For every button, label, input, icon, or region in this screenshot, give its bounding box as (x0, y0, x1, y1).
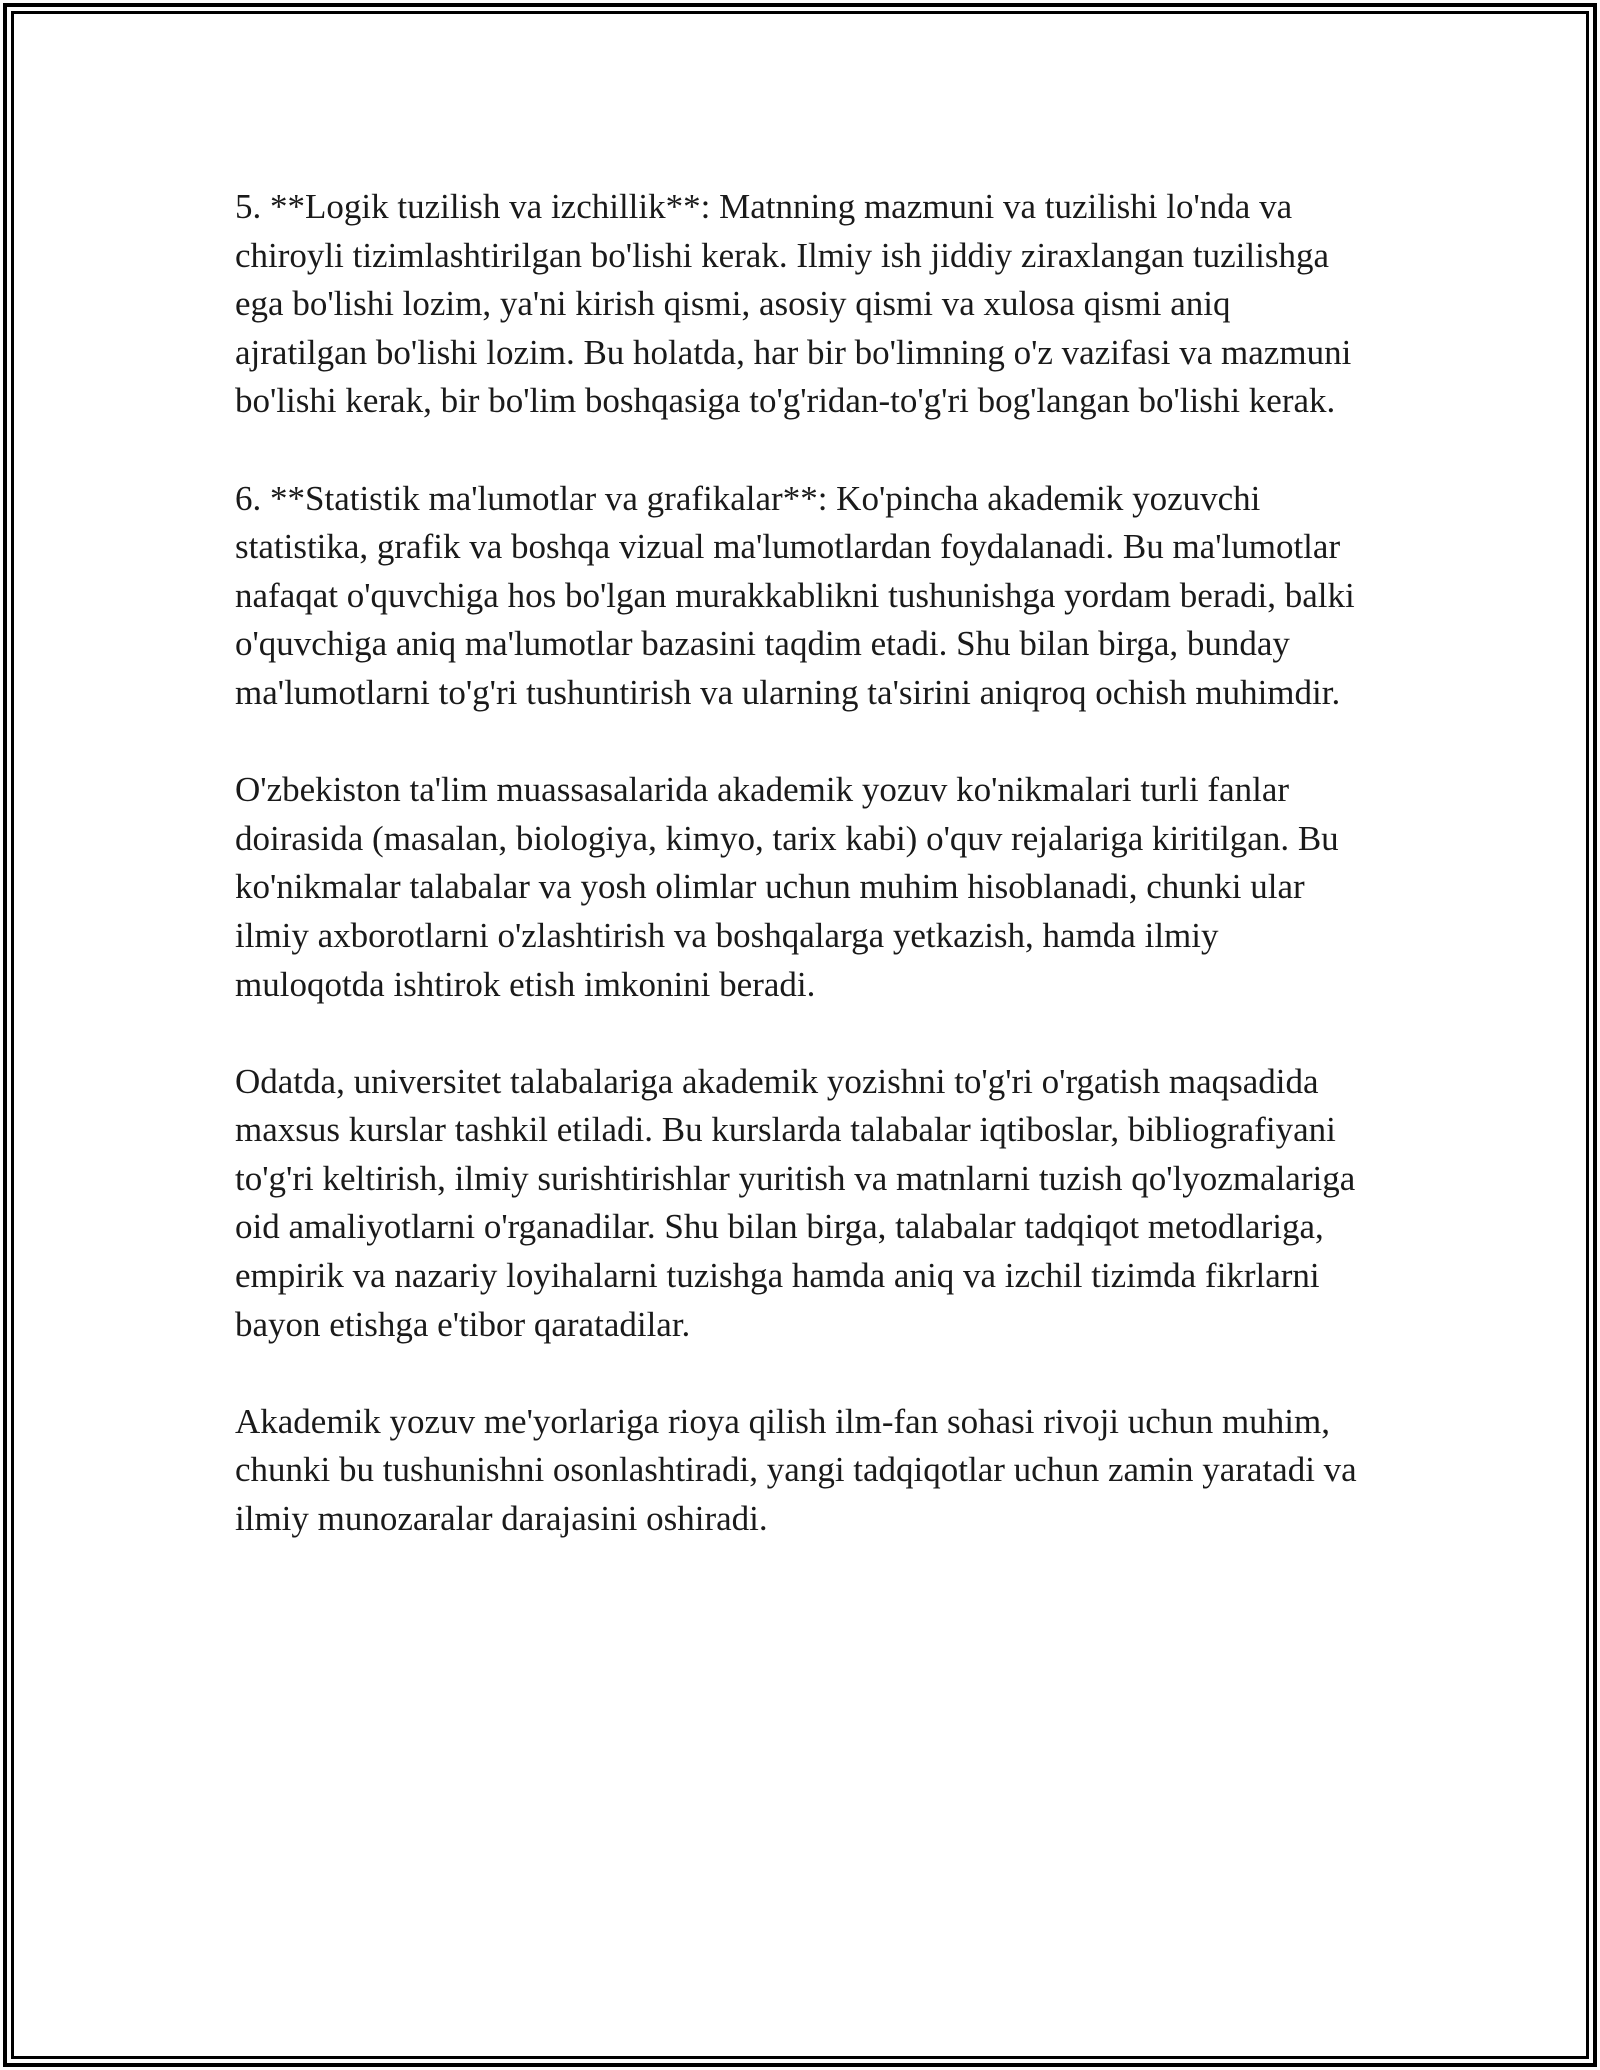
paragraph-statistics-graphics: 6. **Statistik ma'lumotlar va grafikalar**: Ko'pincha akademik yozuvchi statistika, grafik va boshqa vizual ma'lumotlardan foydalanadi. Bu ma'lumotlar nafaqat o'quvchiga hos bo'lgan murakkablikni tushunishga yordam beradi, balki o'quvchiga aniq ma'lumotlar bazasini taqdim etadi. Shu bilan birga, bunday ma'lumotlarni to'g'ri tushuntirish va ularning ta'sirini aniqroq ochish muhimdir. (235, 478, 1355, 712)
paragraph-university-courses: Odatda, universitet talabalariga akademik yozishni to'g'ri o'rgatish maqsadida maxsus kurslar tashkil etiladi. Bu kurslarda talabalar iqtiboslar, bibliografiyani to'g'ri keltirish, ilmiy surishtirishlar yuritish va matnlarni tuzish qo'lyozmalariga oid amaliyotlarni o'rganadilar. Shu bilan birga, talabalar tadqiqot metodlariga, empirik va nazariy loyihalarni tuzishga hamda aniq va izchil tizimda fikrlarni bayon etishga e'tibor qaratadilar. (235, 1061, 1356, 1344)
paragraph-academic-norms: Akademik yozuv me'yorlariga rioya qilish ilm-fan sohasi rivoji uchun muhim, chunki bu tushunishni osonlashtiradi, yangi tadqiqotlar uchun zamin yaratadi va ilmiy munozaralar darajasini oshiradi. (235, 1401, 1357, 1539)
paragraph-uzbekistan-education: O'zbekiston ta'lim muassasalarida akademik yozuv ko'nikmalari turli fanlar doirasida (masalan, biologiya, kimyo, tarix kabi) o'quv rejalariga kiritilgan. Bu ko'nikmalar talabalar va yosh olimlar uchun muhim hisoblanadi, chunki ular ilmiy axborotlarni o'zlashtirish va boshqalarga yetkazish, hamda ilmiy muloqotda ishtirok etish imkonini beradi. (235, 770, 1339, 1004)
document-body (235, 183, 1365, 1592)
paragraph-logical-structure: 5. **Logik tuzilish va izchillik**: Matnning mazmuni va tuzilishi lo'nda va chiroyli tizimlashtirilgan bo'lishi kerak. Ilmiy ish jiddiy ziraxlangan tuzilishga ega bo'lishi lozim, ya'ni kirish qismi, asosiy qismi va xulosa qismi aniq ajratilgan bo'lishi lozim. Bu holatda, har bir bo'limning o'z vazifasi va mazmuni bo'lishi kerak, bir bo'lim boshqasiga to'g'ridan-to'g'ri bog'langan bo'lishi kerak. (235, 187, 1352, 421)
